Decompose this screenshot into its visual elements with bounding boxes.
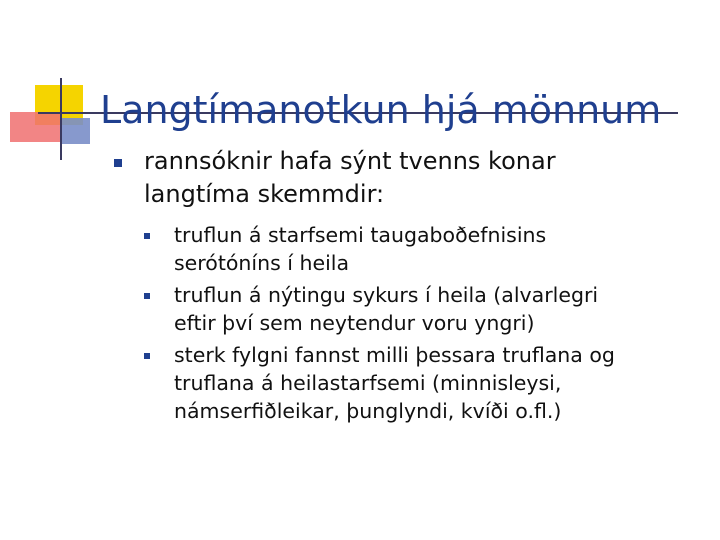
bullet-level1 <box>112 145 712 211</box>
slide-title: Langtímanotkun hjá mönnum <box>100 88 662 132</box>
subbullet-item <box>142 281 712 337</box>
square-bullet-icon <box>144 353 150 359</box>
subbullet-text-line: eftir því sem neytendur voru yngri) <box>174 311 535 335</box>
subbullet-text-line: námserfiðleikar, þunglyndi, kvíði o.fl.) <box>174 399 562 423</box>
bullet-text-line: langtíma skemmdir: <box>144 180 385 208</box>
subbullet-item <box>142 221 712 277</box>
bullet-text-line: rannsóknir hafa sýnt tvenns konar <box>144 147 556 175</box>
subbullet-list <box>112 221 712 425</box>
subbullet-text-line: truflana á heilastarfsemi (minnisleysi, <box>174 371 562 395</box>
square-bullet-icon <box>144 233 150 239</box>
slide-content <box>112 145 712 429</box>
subbullet-text-line: serótóníns í heila <box>174 251 350 275</box>
subbullet-text-line: truflun á nýtingu sykurs í heila (alvarlegri <box>174 283 599 307</box>
subbullet-text-line: truflun á starfsemi taugaboðefnisins <box>174 223 547 247</box>
square-bullet-icon <box>114 159 122 167</box>
square-bullet-icon <box>144 293 150 299</box>
subbullet-text-line: sterk fylgni fannst milli þessara truflana og <box>174 343 615 367</box>
subbullet-item <box>142 341 712 425</box>
